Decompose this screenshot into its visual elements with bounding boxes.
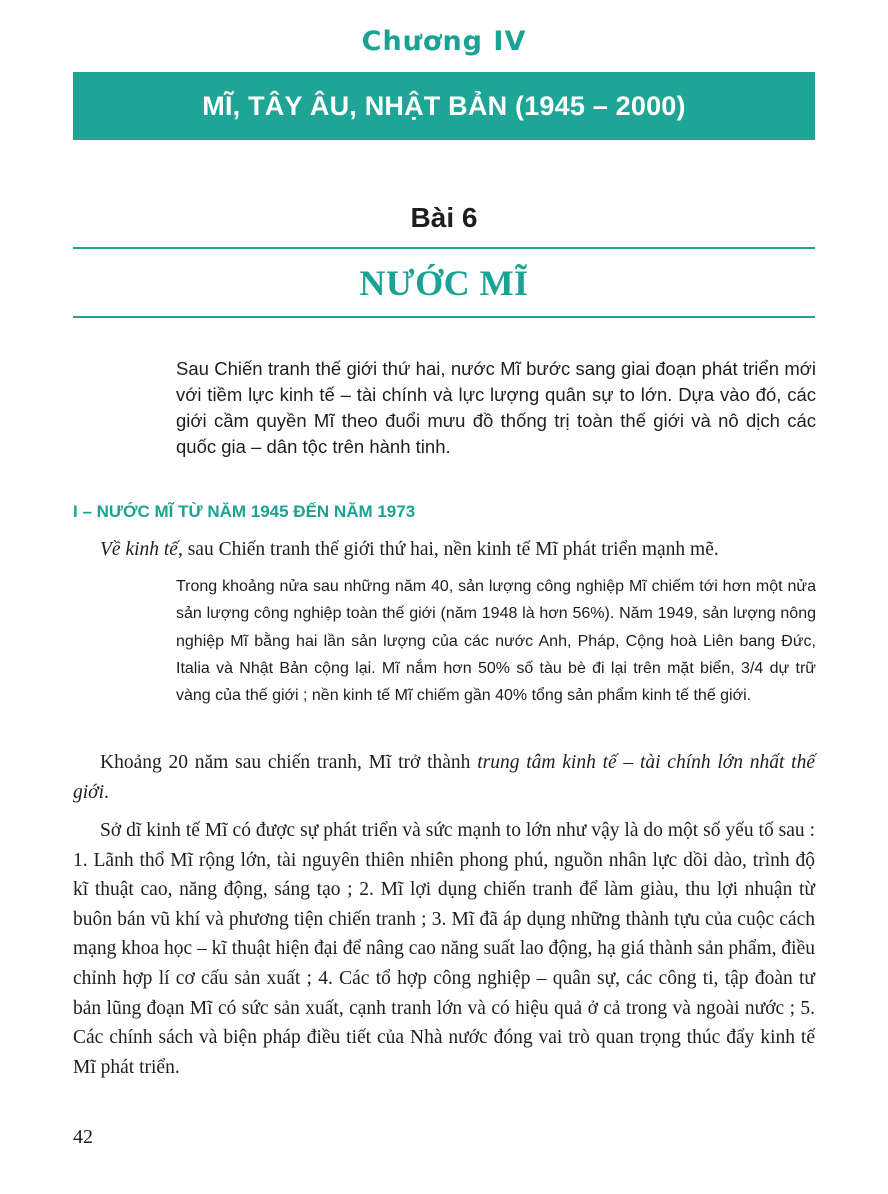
economy-statistics-note: Trong khoảng nửa sau những năm 40, sản lượng công nghiệp Mĩ chiếm tới hơn một nửa sản lượng công nghiệp toàn thế giới (năm 1948 là hơn 56%). Năm 1949, sản lượng nông nghiệp Mĩ bằng hai lần sản lượng của các nước Anh, Pháp, Cộng hoà Liên bang Đức, Italia và Nhật Bản cộng lại. Mĩ nắm hơn 50% số tàu bè đi lại trên mặt biển, 3/4 dự trữ vàng của thế giới ; nền kinh tế Mĩ chiếm gần 40% tổng sản phẩm kinh tế thế giới. [176,578,816,705]
paragraph-growth-factors: Sở dĩ kinh tế Mĩ có được sự phát triển và sức mạnh to lớn như vậy là do một số yếu tố sau : 1. Lãnh thổ Mĩ rộng lớn, tài nguyên thiên nhiên phong phú, nguồn nhân lực dồi dào, trình độ kĩ thuật cao, năng động, sáng tạo ; 2. Mĩ lợi dụng chiến tranh để làm giàu, thu lợi nhuận từ buôn bán vũ khí và phương tiện chiến tranh ; 3. Mĩ đã áp dụng những thành tựu của cuộc cách mạng khoa học – kĩ thuật hiện đại để nâng cao năng suất lao động, hạ giá thành sản phẩm, điều chỉnh hợp lí cơ cấu sản xuất ; 4. Các tổ hợp công nghiệp – quân sự, các công ti, tập đoàn tư bản lũng đoạn Mĩ có sức sản xuất, cạnh tranh lớn và có hiệu quả ở cả trong và ngoài nước ; 5. Các chính sách và biện pháp điều tiết của Nhà nước đóng vai trò quan trọng thúc đẩy kinh tế Mĩ phát triển. [73,820,815,1078]
section-heading: I – NƯỚC MĨ TỪ NĂM 1945 ĐẾN NĂM 1973 [73,502,416,521]
chapter-title: MĨ, TÂY ÂU, NHẬT BẢN (1945 – 2000) [202,90,686,121]
chapter-title-band [73,72,815,140]
paragraph-economy-italic: Về kinh tế [100,539,178,560]
paragraph-economic-center-text: Khoảng 20 năm sau chiến tranh, Mĩ trở thành [100,752,478,773]
paragraph-economy-text: , sau Chiến tranh thế giới thứ hai, nền kinh tế Mĩ phát triển mạnh mẽ. [177,539,719,560]
paragraph-economy-intro [73,535,815,565]
lesson-number: Bài 6 [410,202,478,233]
lesson-title: NƯỚC MĨ [359,263,529,303]
chapter-label: Chương IV [361,26,527,57]
paragraph-economic-center-italic: trung tâm kinh tế – tài chính lớn nhất thế giới [73,752,815,803]
paragraph-economic-center-end: . [104,781,109,803]
page-number: 42 [73,1126,93,1148]
lesson-title-top-rule [73,247,815,249]
lesson-title-bottom-rule [73,316,815,318]
paragraph-economic-center [73,748,815,807]
lesson-intro: Sau Chiến tranh thế giới thứ hai, nước Mĩ bước sang giai đoạn phát triển mới với tiềm lực kinh tế – tài chính và lực lượng quân sự to lớn. Dựa vào đó, các giới cầm quyền Mĩ theo đuổi mưu đồ thống trị toàn thế giới và nô dịch các quốc gia – dân tộc trên hành tinh. [176,358,816,457]
